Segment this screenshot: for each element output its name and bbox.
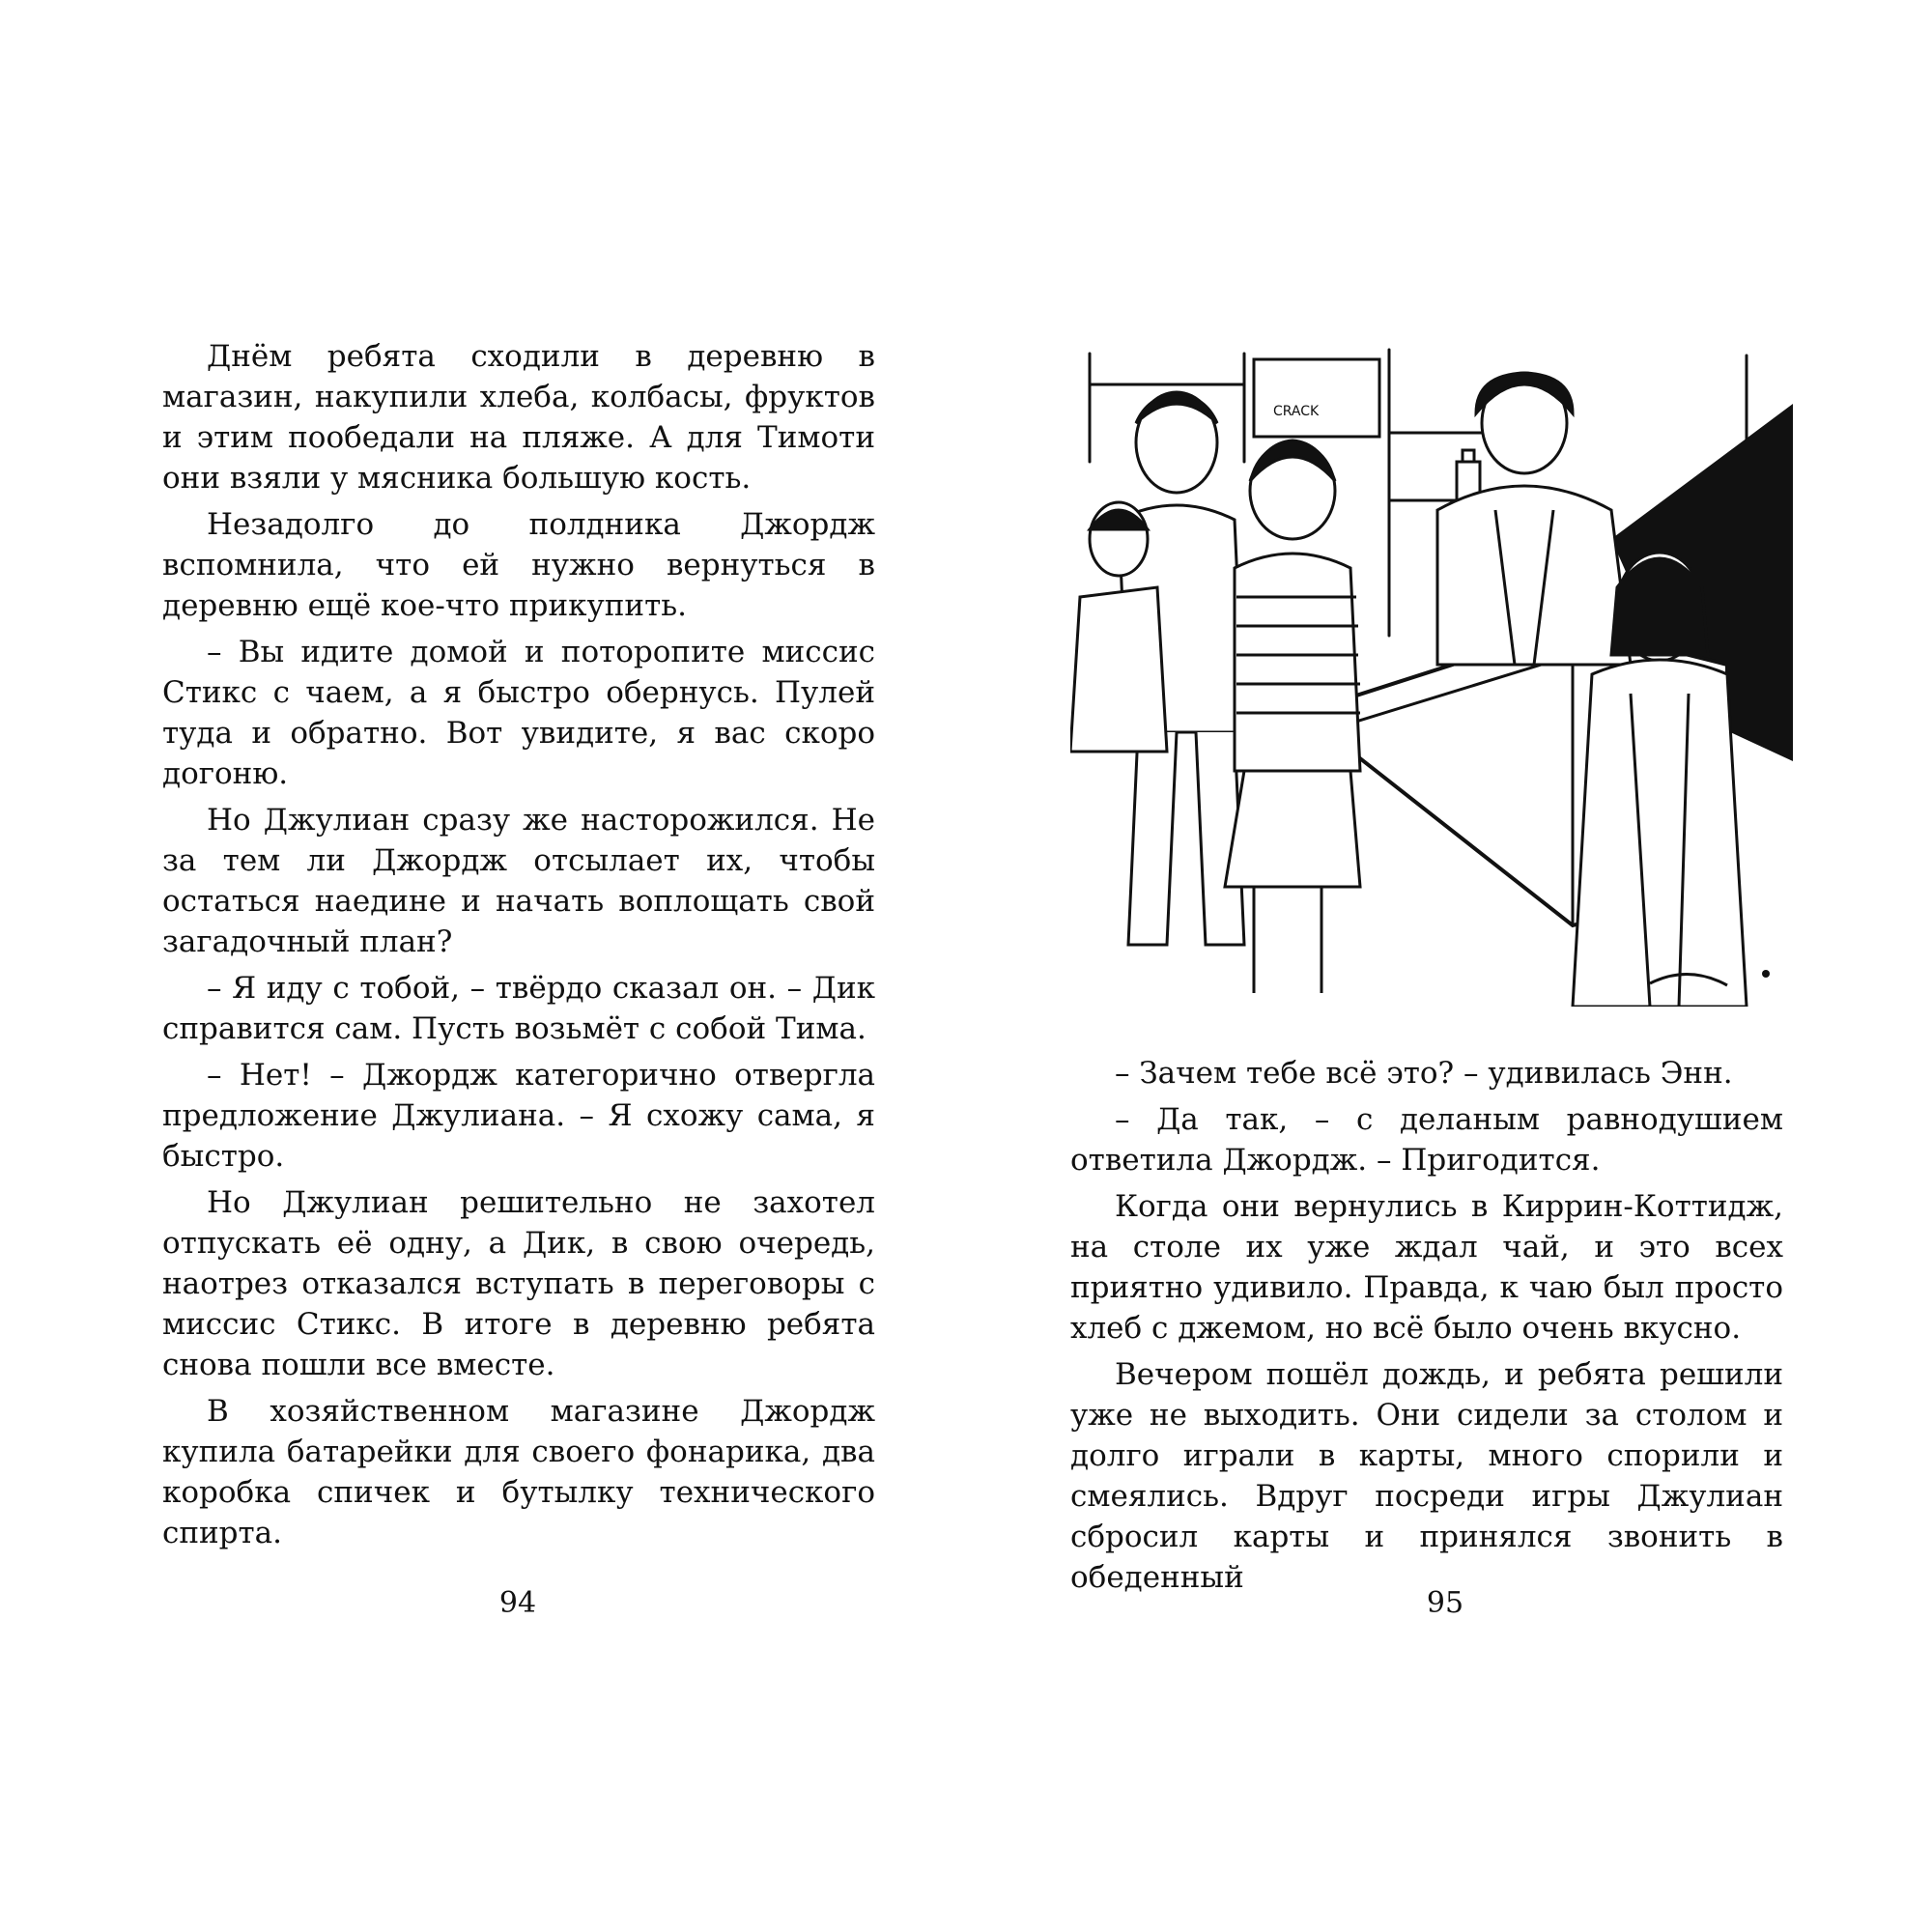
right-text-block (1070, 1053, 1783, 1598)
paragraph: Вечером пошёл дождь, и ребята решили уже не выходить. Они сидели за столом и долго играли в карты, много спорили и смеялись. Вдруг посреди игры Джулиан сбросил карты и принялся звонить в обеденный (1070, 1357, 1783, 1595)
paragraph: Но Джулиан сразу же насторожился. Не за тем ли Джордж отсылает их, чтобы остаться наедине и начать воплощать свой загадочный план? (162, 803, 875, 959)
paragraph: – Я иду с тобой, – твёрдо сказал он. – Дик справится сам. Пусть возьмёт с собой Тима. (162, 971, 875, 1046)
page-number-right: 95 (1426, 1586, 1464, 1620)
left-text-block (162, 336, 875, 1553)
illustration-drawing (1070, 346, 1793, 1007)
right-page (966, 0, 1932, 1932)
paragraph: Но Джулиан решительно не захотел отпускать её одну, а Дик, в свою очередь, наотрез отказался вступать в переговоры с миссис Стикс. В итоге в деревню ребята снова пошли все вместе. (162, 1185, 875, 1382)
paragraph: Незадолго до полдника Джордж вспомнила, что ей нужно вернуться в деревню ещё кое-что прикупить. (162, 507, 875, 623)
paragraph: Днём ребята сходили в деревню в магазин, накупили хлеба, колбасы, фруктов и этим пообедали на пляже. А для Тимоти они взяли у мясника большую кость. (162, 339, 875, 496)
paragraph: В хозяйственном магазине Джордж купила батарейки для своего фонарика, два коробка спичек и бутылку технического спирта. (162, 1394, 875, 1550)
shop-illustration (1070, 346, 1793, 1007)
paragraph: – Нет! – Джордж категорично отвергла предложение Джулиана. – Я схожу сама, я быстро. (162, 1058, 875, 1174)
illustration-sign: CRACK (1273, 404, 1320, 419)
paragraph: – Вы идите домой и поторопите миссис Стикс с чаем, а я быстро обернусь. Пулей туда и обратно. Вот увидите, я вас скоро догоню. (162, 635, 875, 791)
page-number-left: 94 (498, 1586, 537, 1620)
paragraph: – Зачем тебе всё это? – удивилась Энн. (1115, 1056, 1733, 1091)
paragraph: – Да так, – с деланым равнодушием ответила Джордж. – Пригодится. (1070, 1102, 1783, 1178)
paragraph: Когда они вернулись в Киррин-Коттидж, на столе их уже ждал чай, и это всех приятно удивило. Правда, к чаю был просто хлеб с джемом, но всё было очень вкусно. (1070, 1189, 1783, 1346)
